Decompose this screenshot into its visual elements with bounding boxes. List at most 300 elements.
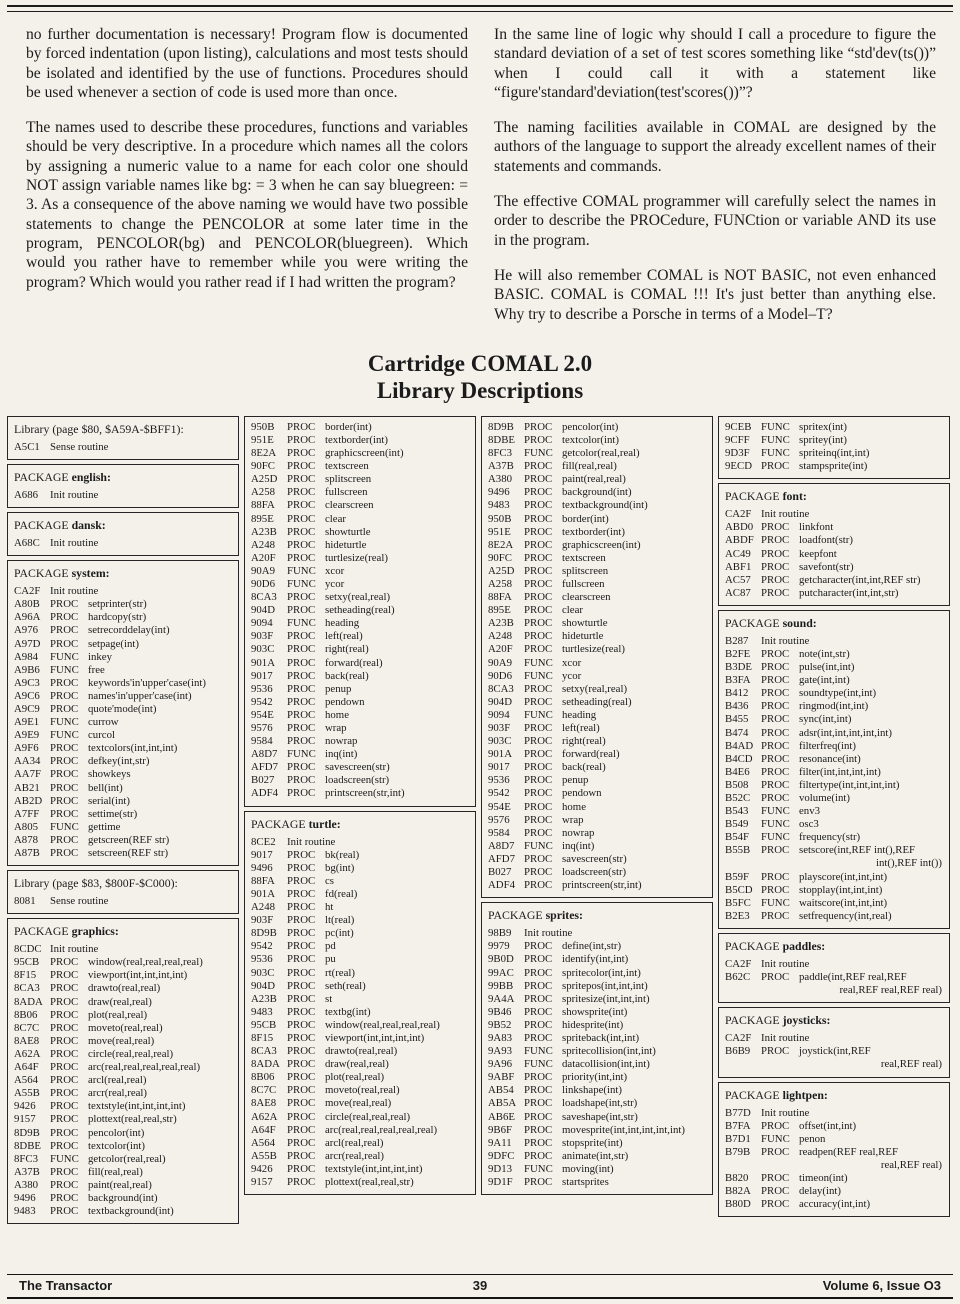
- top-divider: [7, 5, 953, 12]
- routine-type: FUNC: [50, 663, 79, 676]
- routine-address: 88FA: [488, 591, 512, 604]
- routine-address: ABF1: [725, 560, 752, 573]
- routine-type: PROC: [761, 778, 790, 791]
- library-row: [488, 1111, 707, 1124]
- library-row: [251, 670, 470, 683]
- routine-type: PROC: [50, 1074, 79, 1087]
- routine-address: A9B6: [14, 663, 40, 676]
- routine-address: B3FA: [725, 674, 751, 687]
- routine-address: A564: [14, 1074, 38, 1087]
- routine-type: PROC: [761, 560, 790, 573]
- library-section-header-plain: PACKAGE: [725, 489, 783, 504]
- library-row: [488, 1006, 707, 1019]
- routine-address: 90FC: [251, 460, 276, 473]
- routine-type: PROC: [287, 887, 316, 900]
- routine-type: PROC: [287, 1045, 316, 1058]
- routine-name: filtertype(int,int,int,int): [799, 778, 900, 791]
- routine-type: PROC: [524, 1071, 553, 1084]
- routine-name: graphicscreen(int): [325, 447, 404, 460]
- routine-type: PROC: [761, 1171, 790, 1184]
- routine-address: AC57: [725, 573, 751, 586]
- routine-address: 895E: [251, 512, 274, 525]
- library-row: [488, 565, 707, 578]
- library-row: [14, 821, 233, 834]
- routine-name: inq(int): [325, 748, 358, 761]
- routine-address: 98B9: [488, 927, 512, 940]
- routine-name: adsr(int,int,int,int,int): [799, 726, 892, 739]
- routine-type: PROC: [287, 525, 316, 538]
- routine-address: A23B: [488, 617, 514, 630]
- routine-address: A9F6: [14, 742, 39, 755]
- library-row: [488, 526, 707, 539]
- library-row: [251, 849, 470, 862]
- routine-type: PROC: [761, 870, 790, 883]
- library-row: [251, 1137, 470, 1150]
- routine-address: 950B: [251, 420, 275, 433]
- routine-type: PROC: [761, 547, 790, 560]
- routine-address: 9536: [488, 774, 510, 787]
- library-row: [14, 1140, 233, 1153]
- routine-name: heading: [325, 617, 360, 630]
- routine-address: A9C9: [14, 702, 40, 715]
- routine-address: 9A83: [488, 1031, 512, 1044]
- routine-type: PROC: [50, 1113, 79, 1126]
- routine-type: FUNC: [524, 1162, 553, 1175]
- routine-address: A248: [488, 630, 512, 643]
- routine-type: PROC: [50, 624, 79, 637]
- routine-address: 9CEB: [725, 420, 752, 433]
- routine-address: 903C: [251, 643, 275, 656]
- routine-address: 903F: [251, 914, 274, 927]
- routine-address: 9584: [251, 735, 273, 748]
- routine-type: PROC: [524, 695, 553, 708]
- library-row: [488, 927, 707, 940]
- routine-name: clearscreen: [562, 591, 611, 604]
- routine-address: 954E: [251, 708, 274, 721]
- routine-type: PROC: [50, 1100, 79, 1113]
- routine-type: PROC: [524, 499, 553, 512]
- library-row: [251, 888, 470, 901]
- library-row: [725, 779, 944, 792]
- routine-address: A258: [251, 486, 275, 499]
- routine-name: putcharacter(int,int,str): [799, 586, 899, 599]
- routine-type: PROC: [524, 748, 553, 761]
- routine-type: PROC: [761, 1198, 790, 1211]
- routine-type: PROC: [524, 879, 553, 892]
- library-row: [251, 1019, 470, 1032]
- library-row: [14, 1192, 233, 1205]
- routine-name: keepfont: [799, 547, 837, 560]
- routine-type: PROC: [287, 1071, 316, 1084]
- routine-name: printscreen(str,int): [325, 787, 405, 800]
- routine-type: PROC: [524, 1149, 553, 1162]
- routine-type: PROC: [524, 774, 553, 787]
- routine-address: CA2F: [14, 585, 41, 598]
- routine-type: FUNC: [50, 729, 79, 742]
- routine-type: PROC: [287, 420, 316, 433]
- routine-type: PROC: [524, 604, 553, 617]
- library-package-name: turtle:: [308, 816, 341, 831]
- library-section: [7, 560, 239, 866]
- routine-address: A248: [251, 901, 275, 914]
- routine-name: ht: [325, 901, 334, 914]
- library-row: [14, 755, 233, 768]
- routine-name: Init routine: [50, 943, 99, 956]
- routine-address: 9542: [251, 695, 273, 708]
- library-row: [488, 953, 707, 966]
- library-row: [14, 795, 233, 808]
- routine-name: arcr(real,real): [88, 1087, 148, 1100]
- routine-address: B5FC: [725, 896, 751, 909]
- library-section: [718, 610, 950, 929]
- routine-address: B3DE: [725, 661, 752, 674]
- library-section-header-plain: PACKAGE: [14, 518, 72, 533]
- routine-type: PROC: [524, 1084, 553, 1097]
- routine-type: PROC: [524, 433, 553, 446]
- library-row: [488, 722, 707, 735]
- routine-name: names'in'upper'case(int): [88, 689, 192, 702]
- library-row: [251, 1045, 470, 1058]
- routine-name: textborder(int): [562, 525, 625, 538]
- library-row: [725, 1185, 944, 1198]
- routine-type: PROC: [287, 722, 316, 735]
- library-row: [725, 713, 944, 726]
- routine-name: ringmod(int,int): [799, 700, 869, 713]
- routine-address: 9483: [251, 1005, 273, 1018]
- routine-address: 9D13: [488, 1162, 512, 1175]
- routine-address: 9536: [251, 953, 273, 966]
- routine-name: stopsprite(int): [562, 1136, 623, 1149]
- library-section-header: [725, 939, 944, 954]
- routine-name: paint(real,real): [88, 1178, 152, 1191]
- routine-type: PROC: [524, 966, 553, 979]
- routine-address: 9157: [14, 1113, 36, 1126]
- paragraph: no further documentation is necessary! Program flow is documented by forced indentation (upon listing), calculations and most tests should be isolated and identified by the use of functions. Procedures should be used whenever a section of code is used more than once.: [26, 26, 468, 101]
- routine-address: CA2F: [725, 508, 752, 521]
- routine-name: curcol: [88, 729, 115, 742]
- routine-address: B027: [251, 774, 275, 787]
- library-row: [14, 1127, 233, 1140]
- library-row: [725, 844, 944, 857]
- routine-address: 90D6: [488, 669, 512, 682]
- routine-type: PROC: [50, 1047, 79, 1060]
- library-row: [488, 840, 707, 853]
- library-row: [14, 624, 233, 637]
- routine-address: 8CDC: [14, 943, 42, 956]
- library-row: [488, 1097, 707, 1110]
- routine-name: settime(str): [88, 807, 138, 820]
- library-row: [251, 683, 470, 696]
- routine-address: A62A: [251, 1110, 278, 1123]
- routine-address: B80D: [725, 1198, 751, 1211]
- routine-address: 90D6: [251, 577, 275, 590]
- routine-type: FUNC: [761, 433, 790, 446]
- routine-name: back(real): [562, 761, 606, 774]
- library-row: [14, 1061, 233, 1074]
- routine-type: PROC: [50, 847, 79, 860]
- routine-address: 9496: [488, 486, 510, 499]
- routine-name: spritecollision(int,int): [562, 1045, 656, 1058]
- library-column-4: [718, 416, 950, 1217]
- library-row: [14, 1205, 233, 1218]
- routine-address: B62C: [725, 971, 751, 984]
- routine-type: FUNC: [287, 748, 316, 761]
- routine-name: spritepos(int,int,int): [562, 979, 648, 992]
- routine-address: 951E: [488, 525, 511, 538]
- routine-name: arcr(real,real): [325, 1149, 385, 1162]
- library-row: [14, 690, 233, 703]
- routine-name: window(real,real,real,real): [325, 1018, 440, 1031]
- routine-name: arc(real,real,real,real,real): [325, 1123, 438, 1136]
- routine-name: xcor: [325, 564, 345, 577]
- library-row: [14, 716, 233, 729]
- library-row: [488, 473, 707, 486]
- library-row: [725, 792, 944, 805]
- library-section-header: [725, 489, 944, 504]
- routine-name: filter(int,int,int,int): [799, 765, 881, 778]
- library-row: [251, 591, 470, 604]
- library-row: [14, 742, 233, 755]
- library-row: [488, 1019, 707, 1032]
- library-row: [14, 1035, 233, 1048]
- routine-address: ABD0: [725, 521, 754, 534]
- routine-type: PROC: [287, 940, 316, 953]
- routine-type: PROC: [50, 807, 79, 820]
- routine-address: AC49: [725, 547, 751, 560]
- library-row: [725, 648, 944, 661]
- library-row: [488, 1150, 707, 1163]
- routine-name: setheading(real): [562, 695, 632, 708]
- routine-type: PROC: [50, 1087, 79, 1100]
- routine-name: textcolor(int): [88, 1139, 145, 1152]
- routine-name: serial(int): [88, 794, 130, 807]
- library-section-header-plain: PACKAGE: [725, 615, 783, 630]
- library-row: [251, 565, 470, 578]
- library-row: [14, 585, 233, 598]
- library-row: [488, 486, 707, 499]
- routine-type: PROC: [50, 1139, 79, 1152]
- library-section: [7, 512, 239, 556]
- routine-address: 9979: [488, 940, 510, 953]
- library-section-header-plain: PACKAGE: [725, 1087, 783, 1102]
- routine-name: draw(real,real): [88, 995, 152, 1008]
- routine-name: pencolor(int): [562, 420, 619, 433]
- routine-type: PROC: [287, 669, 316, 682]
- routine-type: PROC: [524, 460, 553, 473]
- routine-type: PROC: [287, 966, 316, 979]
- routine-name: move(real,real): [88, 1034, 155, 1047]
- routine-address: A96A: [14, 611, 41, 624]
- routine-address: 90FC: [488, 551, 513, 564]
- routine-type: PROC: [524, 1176, 553, 1189]
- library-row: [14, 982, 233, 995]
- library-row: [488, 801, 707, 814]
- library-section-header-plain: PACKAGE: [14, 924, 72, 939]
- routine-type: FUNC: [761, 831, 790, 844]
- routine-address: A37B: [14, 1165, 40, 1178]
- routine-address: 901A: [488, 748, 512, 761]
- routine-name: fill(real,real): [88, 1165, 143, 1178]
- routine-name: keywords'in'upper'case(int): [88, 676, 206, 689]
- library-listing: [0, 416, 960, 1224]
- library-row: [725, 574, 944, 587]
- routine-name: filterfreq(int): [799, 739, 856, 752]
- routine-type: PROC: [761, 687, 790, 700]
- routine-type: PROC: [287, 630, 316, 643]
- library-row: [725, 766, 944, 779]
- routine-type: PROC: [287, 695, 316, 708]
- library-row: [251, 499, 470, 512]
- routine-type: FUNC: [524, 447, 553, 460]
- routine-address: 901A: [251, 887, 275, 900]
- routine-type: FUNC: [50, 650, 79, 663]
- library-row: [251, 1071, 470, 1084]
- routine-address: 904D: [251, 979, 275, 992]
- routine-name: ycor: [325, 577, 345, 590]
- routine-address: B2E3: [725, 909, 750, 922]
- routine-address: B4E6: [725, 765, 750, 778]
- library-row: [488, 814, 707, 827]
- library-row: [488, 591, 707, 604]
- routine-type: PROC: [50, 611, 79, 624]
- routine-name: note(int,str): [799, 647, 850, 660]
- routine-address: B412: [725, 687, 749, 700]
- library-row: [251, 993, 470, 1006]
- library-row: [725, 818, 944, 831]
- routine-type: PROC: [287, 551, 316, 564]
- routine-name: penup: [325, 682, 352, 695]
- library-row: [488, 967, 707, 980]
- routine-address: B543: [725, 805, 749, 818]
- routine-name: forward(real): [562, 748, 620, 761]
- library-section-header: [14, 470, 233, 485]
- routine-name: Init routine: [761, 1032, 810, 1045]
- library-row: [251, 630, 470, 643]
- library-row: [488, 709, 707, 722]
- routine-address: A9C6: [14, 689, 40, 702]
- library-row: [251, 1006, 470, 1019]
- routine-type: PROC: [524, 813, 553, 826]
- routine-name: bell(int): [88, 781, 123, 794]
- routine-address: 9542: [488, 787, 510, 800]
- routine-type: FUNC: [761, 447, 790, 460]
- routine-name: xcor: [562, 656, 582, 669]
- library-row: [488, 1124, 707, 1137]
- library-row: [725, 753, 944, 766]
- routine-address: B436: [725, 700, 749, 713]
- routine-type: PROC: [50, 676, 79, 689]
- library-row: [488, 421, 707, 434]
- routine-type: PROC: [524, 1005, 553, 1018]
- library-row: [725, 561, 944, 574]
- routine-name: loadshape(int,str): [562, 1097, 638, 1110]
- library-row: [725, 1045, 944, 1058]
- routine-name: moveto(real,real): [325, 1084, 400, 1097]
- library-row: [14, 847, 233, 860]
- routine-name: penup: [562, 774, 589, 787]
- routine-name: hideturtle: [325, 538, 367, 551]
- library-row: [14, 768, 233, 781]
- library-section: [7, 870, 239, 914]
- library-section-header-plain: PACKAGE: [725, 1013, 783, 1028]
- library-row: [251, 1058, 470, 1071]
- routine-name: offset(int,int): [799, 1119, 857, 1132]
- library-row: [14, 808, 233, 821]
- routine-name: left(real): [562, 722, 600, 735]
- library-section-header-plain: Library (page $83, $800F-$C000):: [14, 876, 178, 891]
- library-section: [7, 464, 239, 508]
- library-row: [14, 1087, 233, 1100]
- page-footer: [7, 1274, 953, 1299]
- routine-address: 8AE8: [14, 1034, 40, 1047]
- routine-address: B77D: [725, 1106, 751, 1119]
- routine-name: currow: [88, 716, 119, 729]
- routine-address: 8C7C: [14, 1021, 40, 1034]
- library-row: [725, 897, 944, 910]
- routine-name: border(int): [562, 512, 609, 525]
- routine-address: 9D1F: [488, 1176, 513, 1189]
- routine-name: loadfont(str): [799, 534, 853, 547]
- library-section-header-plain: PACKAGE: [251, 816, 309, 831]
- routine-type: PROC: [50, 1191, 79, 1204]
- library-row: [488, 993, 707, 1006]
- routine-type: PROC: [287, 1136, 316, 1149]
- routine-type: PROC: [287, 1058, 316, 1071]
- routine-name: plot(real,real): [88, 1008, 148, 1021]
- routine-name: pendown: [325, 695, 365, 708]
- library-package-name: font:: [782, 489, 807, 504]
- article-body: [0, 12, 960, 340]
- routine-type: PROC: [524, 564, 553, 577]
- routine-address: AFD7: [488, 852, 515, 865]
- library-section-header: [14, 518, 233, 533]
- library-package-name: lightpen:: [782, 1087, 828, 1102]
- routine-name: clear: [325, 512, 346, 525]
- library-section-header-plain: PACKAGE: [488, 908, 546, 923]
- routine-address: A20F: [488, 643, 513, 656]
- routine-address: B287: [725, 634, 749, 647]
- routine-address: B027: [488, 866, 512, 879]
- routine-address: A87B: [14, 847, 40, 860]
- library-row: [251, 914, 470, 927]
- routine-type: FUNC: [50, 820, 79, 833]
- routine-type: PROC: [524, 591, 553, 604]
- library-row: [14, 703, 233, 716]
- routine-address: 9A96: [488, 1058, 512, 1071]
- library-row: [725, 971, 944, 984]
- library-row: [14, 638, 233, 651]
- routine-type: PROC: [287, 992, 316, 1005]
- library-section-header: [14, 422, 233, 437]
- routine-type: PROC: [50, 755, 79, 768]
- routine-name: arcl(real,real): [88, 1074, 147, 1087]
- routine-address: 9542: [251, 940, 273, 953]
- routine-name: clear: [562, 604, 583, 617]
- library-section: [718, 1082, 950, 1218]
- routine-name: ycor: [562, 669, 582, 682]
- library-row: [14, 537, 233, 550]
- routine-type: FUNC: [524, 708, 553, 721]
- routine-name: quote'mode(int): [88, 702, 157, 715]
- routine-name: textbg(int): [325, 1005, 371, 1018]
- routine-address: 901A: [251, 656, 275, 669]
- routine-address: 9496: [14, 1191, 36, 1204]
- routine-type: FUNC: [761, 1132, 790, 1145]
- routine-address: B52C: [725, 792, 751, 805]
- routine-type: PROC: [287, 761, 316, 774]
- routine-name: move(real,real): [325, 1097, 392, 1110]
- library-row: [488, 630, 707, 643]
